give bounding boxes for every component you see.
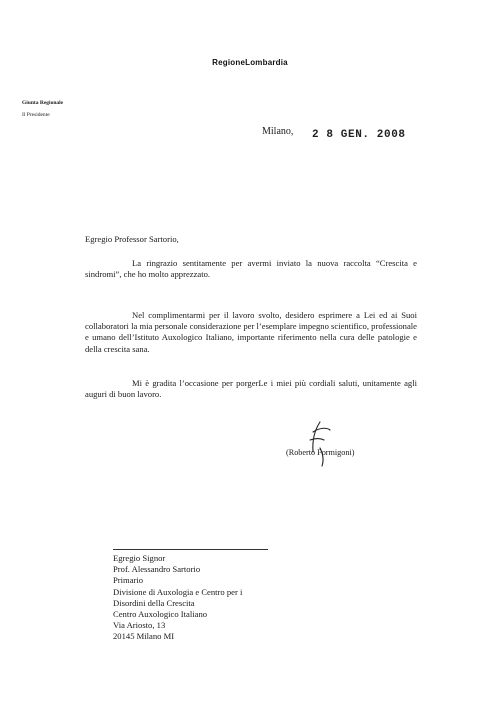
date-place: Milano, [262, 126, 294, 137]
salutation: Egregio Professor Sartorio, [85, 234, 179, 244]
signature-name: (Roberto Formigoni) [286, 448, 355, 457]
sender-role: Il Presidente [22, 112, 50, 118]
recipient-address [113, 553, 242, 643]
paragraph-1 [85, 258, 417, 280]
paragraph-2-text: Nel complimentarmi per il lavoro svolto, desidero esprimere a Lei ed ai Suoi collaboratori la mia personale considerazione per l’esemplare impegno scientifico, professionale e umano dell’Istituto Auxologico Italiano, importante riferimento nella cura delle patologie e della crescita sana. [85, 310, 417, 354]
address-line: Divisione di Auxologia e Centro per i [113, 586, 243, 597]
address-line: Disordini della Crescita [113, 597, 195, 608]
address-line: Egregio Signor [113, 553, 166, 563]
paragraph-3-text: Mi è gradita l’occasione per porgerLe i miei più cordiali saluti, unitamente agli auguri di buon lavoro. [85, 378, 417, 400]
signature-block [286, 418, 386, 468]
sender-block [22, 97, 63, 121]
paragraph-3 [85, 378, 417, 400]
address-line: Primario [113, 575, 144, 586]
sender-department: Giunta Regionale [22, 100, 64, 106]
paragraph-1-text: La ringrazio sentitamente per avermi inviato la nuova raccolta “Crescita e sindromi”, che ho molto apprezzato. [85, 258, 417, 280]
address-divider [113, 549, 268, 550]
address-line: 20145 Milano MI [113, 631, 175, 642]
date-stamp: 2 8 GEN. 2008 [312, 129, 406, 141]
handwritten-signature [286, 418, 386, 468]
letterhead-logo: RegioneLombardia [212, 58, 288, 67]
address-line: Prof. Alessandro Sartorio [113, 564, 201, 575]
address-line: Via Ariosto, 13 [113, 620, 166, 631]
address-line: Centro Auxologico Italiano [113, 609, 208, 620]
paragraph-2 [85, 310, 417, 355]
